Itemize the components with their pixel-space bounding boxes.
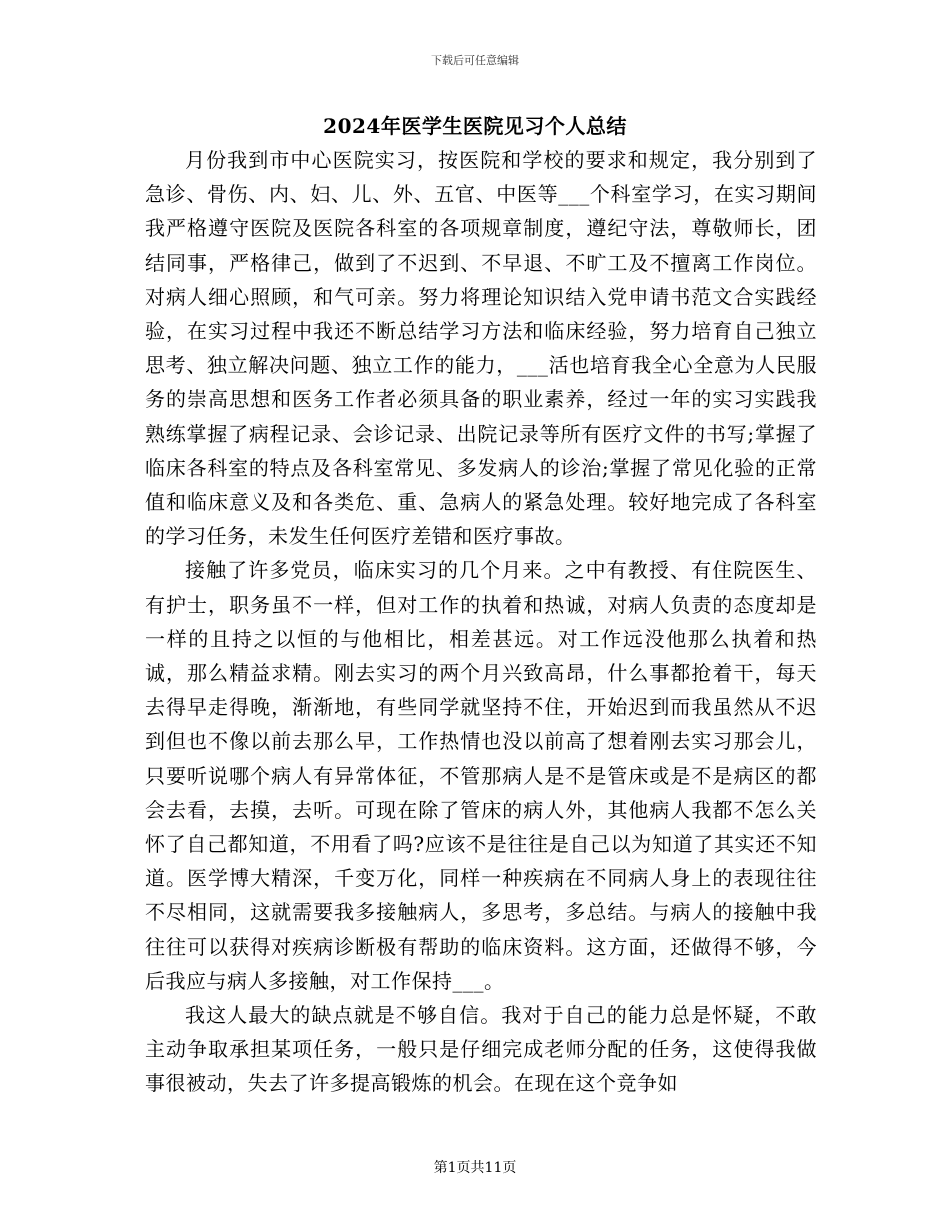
page-number: 第1页共11页 xyxy=(433,1160,517,1176)
paragraph: 我这人最大的缺点就是不够自信。我对于自己的能力总是怀疑，不敢主动争取承担某项任务，一般只是仔细完成老师分配的任务，这使得我做事很被动，失去了许多提高锻炼的机会。在现在这个竞争如 xyxy=(145,1003,817,1096)
document-body xyxy=(145,143,817,1101)
document-title: 2024年医学生医院见习个人总结 xyxy=(323,114,627,138)
paragraph: 月份我到市中心医院实习，按医院和学校的要求和规定，我分别到了急诊、骨伤、内、妇、儿、外、五官、中医等___个科室学习，在实习期间我严格遵守医院及医院各科室的各项规章制度，遵纪守法，尊敬师长，团结同事，严格律己，做到了不迟到、不早退、不旷工及不擅离工作岗位。对病人细心照顾，和气可亲。努力将理论知识结入党申请书范文合实践经验，在实习过程中我还不断总结学习方法和临床经验，努力培育自己独立思考、独立解决问题、独立工作的能力，___活也培育我全心全意为人民服务的崇高思想和医务工作者必须具备的职业素养，经过一年的实习实践我熟练掌握了病程记录、会诊记录、出院记录等所有医疗文件的书写;掌握了临床各科室的特点及各科室常见、多发病人的诊治;掌握了常见化验的正常值和临床意义及和各类危、重、急病人的紧急处理。较好地完成了各科室的学习任务，未发生任何医疗差错和医疗事故。 xyxy=(145,148,817,549)
header-note: 下载后可任意编辑 xyxy=(431,54,519,67)
paragraph: 接触了许多党员，临床实习的几个月来。之中有教授、有住院医生、有护士，职务虽不一样，但对工作的执着和热诚，对病人负责的态度却是一样的且持之以恒的与他相比，相差甚远。对工作远没他那么执着和热诚，那么精益求精。刚去实习的两个月兴致高昂，什么事都抢着干，每天去得早走得晚，渐渐地，有些同学就坚持不住，开始迟到而我虽然从不迟到但也不像以前去那么早，工作热情也没以前高了想着刚去实习那会儿，只要听说哪个病人有异常体征，不管那病人是不是管床或是不是病区的都会去看，去摸，去听。可现在除了管床的病人外，其他病人我都不怎么关怀了自己都知道，不用看了吗?应该不是往往是自己以为知道了其实还不知道。医学博大精深，千变万化，同样一种疾病在不同病人身上的表现往往不尽相同，这就需要我多接触病人，多思考，多总结。与病人的接触中我往往可以获得对疾病诊断极有帮助的临床资料。这方面，还做得不够，今后我应与病人多接触，对工作保持___。 xyxy=(145,558,817,993)
